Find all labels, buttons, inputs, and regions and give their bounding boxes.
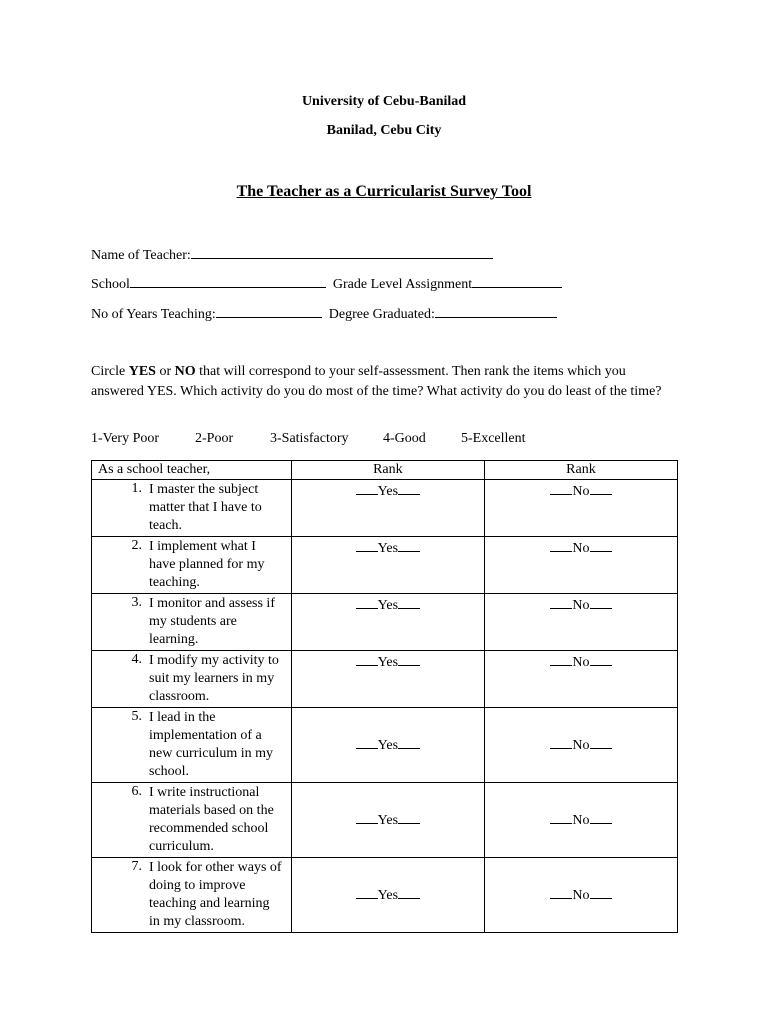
scale-item-4: 4-Good — [383, 431, 426, 446]
table-row — [92, 708, 678, 783]
university-location: Banilad, Cebu City — [326, 123, 442, 138]
statement-number: 5. — [131, 709, 142, 724]
no-option[interactable] — [484, 537, 677, 594]
instructions-no: NO — [174, 364, 196, 379]
answer-blank[interactable] — [356, 596, 378, 609]
answer-blank[interactable] — [356, 539, 378, 552]
answer-blank[interactable] — [356, 653, 378, 666]
statement-number: 4. — [131, 652, 142, 667]
scale-item-2: 2-Poor — [195, 431, 234, 446]
scale-item-5: 5-Excellent — [461, 431, 526, 446]
answer-blank[interactable] — [550, 482, 572, 495]
years-degree-line — [91, 304, 557, 323]
no-option-label: No — [572, 888, 590, 903]
answer-blank[interactable] — [550, 539, 572, 552]
statement-cell — [92, 480, 292, 537]
no-option-label: No — [572, 541, 590, 556]
answer-blank[interactable] — [550, 596, 572, 609]
yes-option[interactable] — [291, 783, 484, 858]
statement-cell — [92, 858, 292, 933]
yes-option-label: Yes — [377, 541, 399, 556]
answer-blank[interactable] — [356, 736, 378, 749]
no-option[interactable] — [484, 708, 677, 783]
answer-blank[interactable] — [590, 539, 612, 552]
scale-item-1: 1-Very Poor — [91, 431, 160, 446]
yes-option-label: Yes — [377, 484, 399, 499]
grade-level-label: Grade Level Assignment — [332, 277, 473, 292]
school-field[interactable] — [130, 274, 326, 288]
statement-text: I look for other ways of doing to improve teaching and learning in my classroom. — [149, 860, 282, 929]
no-option[interactable] — [484, 858, 677, 933]
survey-table — [91, 460, 678, 933]
statement-text: I implement what I have planned for my teaching. — [149, 539, 265, 590]
table-row — [92, 537, 678, 594]
answer-blank[interactable] — [590, 886, 612, 899]
answer-blank[interactable] — [550, 886, 572, 899]
table-header-row — [92, 461, 678, 480]
table-row — [92, 858, 678, 933]
school-label: School — [91, 277, 130, 292]
document-title: The Teacher as a Curricularist Survey Tool — [236, 183, 532, 200]
answer-blank[interactable] — [550, 811, 572, 824]
statement-number: 7. — [131, 859, 142, 874]
yes-option[interactable] — [291, 480, 484, 537]
header-rank-no: Rank — [484, 461, 677, 480]
years-teaching-label: No of Years Teaching: — [91, 307, 216, 322]
no-option[interactable] — [484, 783, 677, 858]
degree-label: Degree Graduated: — [328, 307, 435, 322]
yes-option[interactable] — [291, 858, 484, 933]
statement-cell — [92, 594, 292, 651]
answer-blank[interactable] — [590, 482, 612, 495]
instructions-text-2: or — [155, 364, 175, 379]
answer-blank[interactable] — [398, 811, 420, 824]
instructions-text-3: that will correspond to your self-assessment. Then rank the items which you answered YES. Which activity do you do most of the time? What activity do you do least of the time? — [91, 364, 662, 399]
table-row — [92, 594, 678, 651]
instructions-paragraph — [91, 362, 681, 402]
instructions-yes: YES — [128, 364, 156, 379]
no-option-label: No — [572, 484, 590, 499]
answer-blank[interactable] — [356, 811, 378, 824]
statement-cell — [92, 537, 292, 594]
table-row — [92, 480, 678, 537]
school-grade-line — [91, 274, 562, 293]
teacher-name-field[interactable] — [191, 245, 493, 259]
scale-item-3: 3-Satisfactory — [270, 431, 349, 446]
answer-blank[interactable] — [590, 736, 612, 749]
years-teaching-field[interactable] — [216, 304, 322, 318]
no-option[interactable] — [484, 480, 677, 537]
answer-blank[interactable] — [398, 482, 420, 495]
no-option-label: No — [572, 655, 590, 670]
yes-option[interactable] — [291, 594, 484, 651]
no-option-label: No — [572, 813, 590, 828]
answer-blank[interactable] — [356, 482, 378, 495]
no-option-label: No — [572, 738, 590, 753]
answer-blank[interactable] — [590, 811, 612, 824]
yes-option-label: Yes — [377, 888, 399, 903]
answer-blank[interactable] — [356, 886, 378, 899]
table-row — [92, 651, 678, 708]
answer-blank[interactable] — [550, 736, 572, 749]
statement-number: 3. — [131, 595, 142, 610]
instructions-text-1: Circle — [91, 364, 129, 379]
yes-option[interactable] — [291, 708, 484, 783]
no-option-label: No — [572, 598, 590, 613]
yes-option-label: Yes — [377, 655, 399, 670]
yes-option[interactable] — [291, 537, 484, 594]
table-row — [92, 783, 678, 858]
rating-scale — [91, 431, 526, 447]
statement-number: 6. — [131, 784, 142, 799]
yes-option-label: Yes — [377, 598, 399, 613]
grade-level-field[interactable] — [472, 274, 562, 288]
degree-field[interactable] — [435, 304, 557, 318]
answer-blank[interactable] — [398, 736, 420, 749]
answer-blank[interactable] — [398, 653, 420, 666]
answer-blank[interactable] — [398, 539, 420, 552]
statement-text: I master the subject matter that I have to teach. — [149, 482, 262, 533]
statement-number: 2. — [131, 538, 142, 553]
statement-text: I monitor and assess if my students are learning. — [149, 596, 275, 647]
statement-text: I modify my activity to suit my learners in my classroom. — [149, 653, 279, 704]
header-rank-yes: Rank — [291, 461, 484, 480]
header-statement: As a school teacher, — [92, 461, 292, 480]
teacher-name-label: Name of Teacher: — [91, 248, 191, 263]
answer-blank[interactable] — [550, 653, 572, 666]
teacher-name-line — [91, 245, 493, 264]
answer-blank[interactable] — [398, 886, 420, 899]
no-option[interactable] — [484, 651, 677, 708]
answer-blank[interactable] — [590, 596, 612, 609]
answer-blank[interactable] — [590, 653, 612, 666]
yes-option[interactable] — [291, 651, 484, 708]
statement-number: 1. — [131, 481, 142, 496]
statement-cell — [92, 708, 292, 783]
statement-cell — [92, 651, 292, 708]
answer-blank[interactable] — [398, 596, 420, 609]
statement-text: I write instructional materials based on the recommended school curriculum. — [149, 785, 274, 854]
yes-option-label: Yes — [377, 738, 399, 753]
statement-cell — [92, 783, 292, 858]
yes-option-label: Yes — [377, 813, 399, 828]
statement-text: I lead in the implementation of a new curriculum in my school. — [149, 710, 274, 779]
no-option[interactable] — [484, 594, 677, 651]
university-name: University of Cebu-Banilad — [301, 94, 467, 109]
